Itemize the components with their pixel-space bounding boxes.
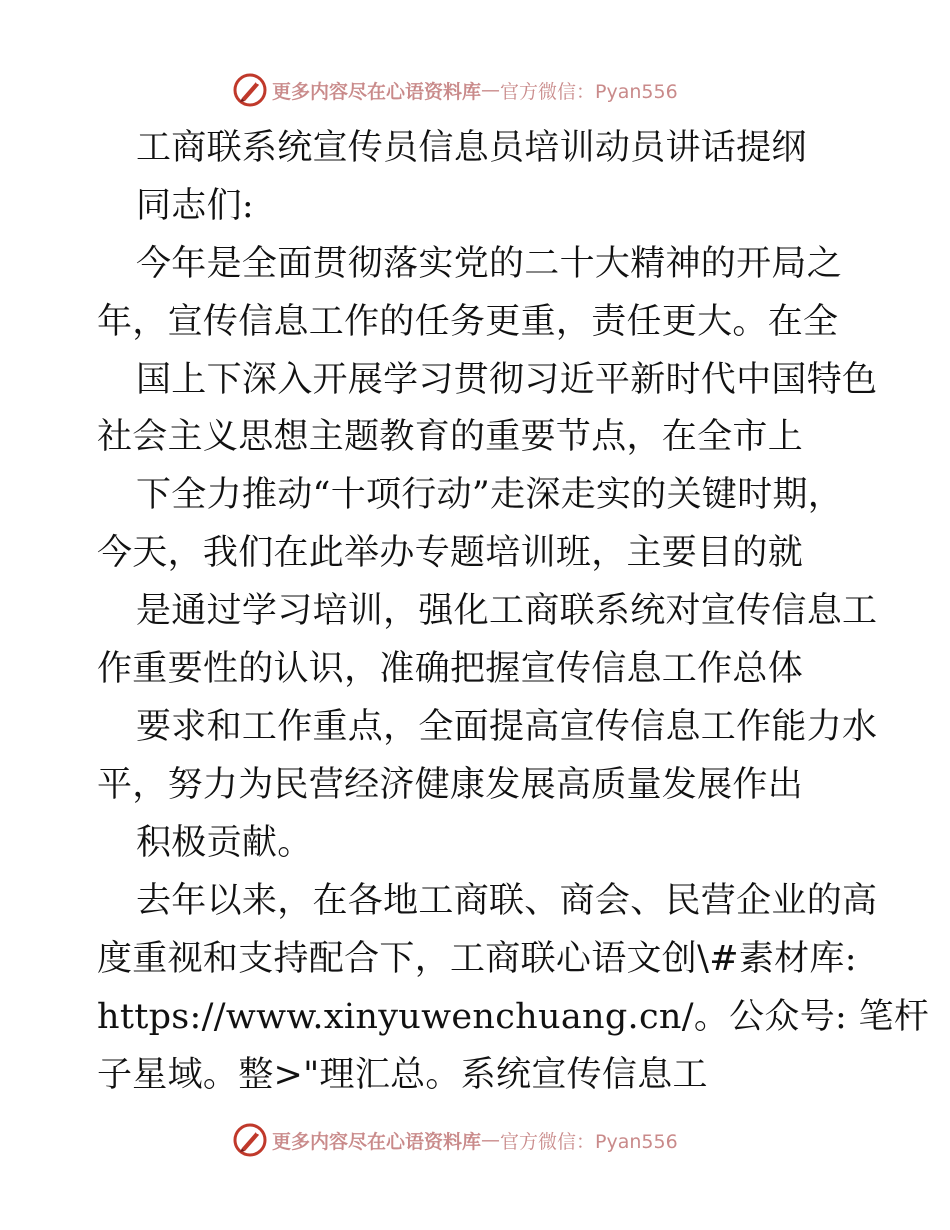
- text-line: 积极贡献。: [136, 823, 313, 863]
- header-banner: [232, 70, 678, 110]
- text-line: 下全力推动“十项行动”走深走实的关键时期，: [136, 475, 844, 515]
- text-line: 度重视和支持配合下，工商联心语文创\#素材库:: [97, 939, 857, 979]
- text-line: 作重要性的认识，准确把握宣传信息工作总体: [97, 649, 804, 689]
- footer-banner: [232, 1120, 678, 1160]
- text-line: 去年以来，在各地工商联、商会、民营企业的高: [136, 881, 878, 921]
- footer-contact: 官方微信：Pyan556: [500, 1130, 678, 1153]
- text-line: 社会主义思想主题教育的重要节点，在全市上: [97, 417, 804, 457]
- salutation: 同志们:: [136, 186, 254, 226]
- footer-separator: —: [481, 1129, 501, 1151]
- header-separator: —: [481, 79, 501, 101]
- text-line: https://www.xinyuwenchuang.cn/。公众号: 笔杆: [97, 997, 930, 1037]
- document-title: 工商联系统宣传员信息员培训动员讲话提纲: [136, 128, 807, 168]
- text-line: 要求和工作重点，全面提高宣传信息工作能力水: [136, 707, 878, 747]
- text-line: 子星域。整>"理汇总。系统宣传信息工: [97, 1055, 708, 1095]
- pen-circle-logo-icon: [232, 1122, 268, 1158]
- text-line: 今年是全面贯彻落实党的二十大精神的开局之: [136, 244, 843, 284]
- header-contact: 官方微信：Pyan556: [500, 80, 678, 103]
- text-line: 是通过学习培训，强化工商联系统对宣传信息工: [136, 591, 878, 631]
- text-line: 平，努力为民营经济健康发展高质量发展作出: [97, 765, 804, 805]
- text-line: 国上下深入开展学习贯彻习近平新时代中国特色: [136, 360, 878, 400]
- text-line: 年，宣传信息工作的任务更重，责任更大。在全: [97, 302, 839, 342]
- pen-circle-logo-icon: [232, 72, 268, 108]
- header-brand: 更多内容尽在心语资料库: [272, 80, 482, 103]
- text-line: 今天，我们在此举办专题培训班，主要目的就: [97, 533, 804, 573]
- footer-brand: 更多内容尽在心语资料库: [272, 1130, 482, 1153]
